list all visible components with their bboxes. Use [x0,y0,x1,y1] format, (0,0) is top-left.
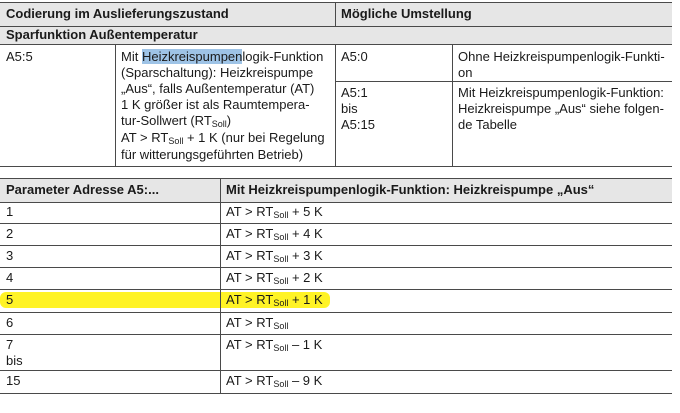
option1-text-line-1: Ohne Heizkreispumpenlogik-Funkti- [458,49,665,64]
table2-row-rule-4 [0,289,672,290]
param-1: 1 [6,204,14,219]
table2-header-left: Parameter Adresse A5:... [6,182,159,197]
option2-text-line-3: de Tabelle [458,117,518,132]
desc-line-1: Mit Heizkreispumpenlogik-Funktion [121,49,324,64]
table1-vline-3 [335,44,336,166]
option2-code-line-3: A5:15 [341,117,375,132]
table1-bottom-rule [0,166,672,167]
table1-option-rule [335,81,672,82]
desc-line-5: tur-Sollwert $(RT_{Soll})$ [121,113,232,129]
desc-line-3: „Aus“, falls Außentemperatur (AT) [121,81,315,96]
table2-row-rule-5 [0,312,672,313]
param-7: 7 [6,337,14,352]
table1-vline-1 [115,44,116,166]
table1-top-rule [0,2,672,3]
desc-line-2: (Sparschaltung): Heizkreispumpe [121,65,314,80]
table1-header-left: Codierung im Auslieferungszustand [6,6,229,21]
desc-line-6: AT > $RT_{Soll} + 1$ K (nur bei Regelung [121,130,325,146]
value-5: AT > $RT_{Soll} + 1$ K [226,292,323,308]
table1-header-right: Mögliche Umstellung [341,6,472,21]
option2-text-line-1: Mit Heizkreispumpenlogik-Funktion: [458,85,664,100]
table1-header-rule [0,26,672,27]
param-4: 4 [6,270,14,285]
option2-text-line-2: Heizkreispumpe „Aus“ siehe folgen- [458,101,664,116]
highlighted-word: Heizkreispumpen [141,49,243,64]
value-2: AT > $RT_{Soll} + 4$ K [226,226,323,242]
param-5: 5 [6,292,14,307]
table1-vline-4 [452,44,453,166]
desc-line-4: 1 K größer ist als Raumtempera- [121,97,310,112]
table2-row-rule-6 [0,334,672,335]
table2-row-rule-1 [0,223,672,224]
option1-code: A5:0 [341,49,368,64]
table2-header-right: Mit Heizkreispumpenlogik-Funktion: Heizkreispumpe „Aus“ [226,182,595,197]
table1-vline-2 [335,2,336,26]
param-2: 2 [6,226,14,241]
param-6: 6 [6,315,14,330]
table1-section-title: Sparfunktion Außentemperatur [6,27,198,42]
param-7-bis: bis [6,353,23,368]
option1-text-line-2: on [458,65,473,80]
table2-row-rule-2 [0,245,672,246]
default-code: A5:5 [6,49,33,64]
param-15: 15 [6,373,21,388]
table2-top-rule [0,178,672,179]
param-3: 3 [6,248,14,263]
value-7: AT > $RT_{Soll} - 1$ K [226,337,323,353]
value-6: AT > $RT_{Soll}$ [226,315,289,331]
table2-row-rule-7 [0,370,672,371]
value-4: AT > $RT_{Soll} + 2$ K [226,270,323,286]
value-3: AT > $RT_{Soll} + 3$ K [226,248,323,264]
desc-line-7: für witterungsgeführten Betrieb) [121,147,304,162]
option2-code-line-1: A5:1 [341,85,368,100]
table2-vline [220,178,221,393]
value-1: AT > $RT_{Soll} + 5$ K [226,204,323,220]
table2-row-rule-3 [0,267,672,268]
table2-bottom-rule [0,393,672,394]
value-15: AT > $RT_{Soll} - 9$ K [226,373,323,389]
table1-section-rule [0,44,672,45]
option2-code-line-2: bis [341,101,358,116]
table2-header-rule [0,202,672,203]
